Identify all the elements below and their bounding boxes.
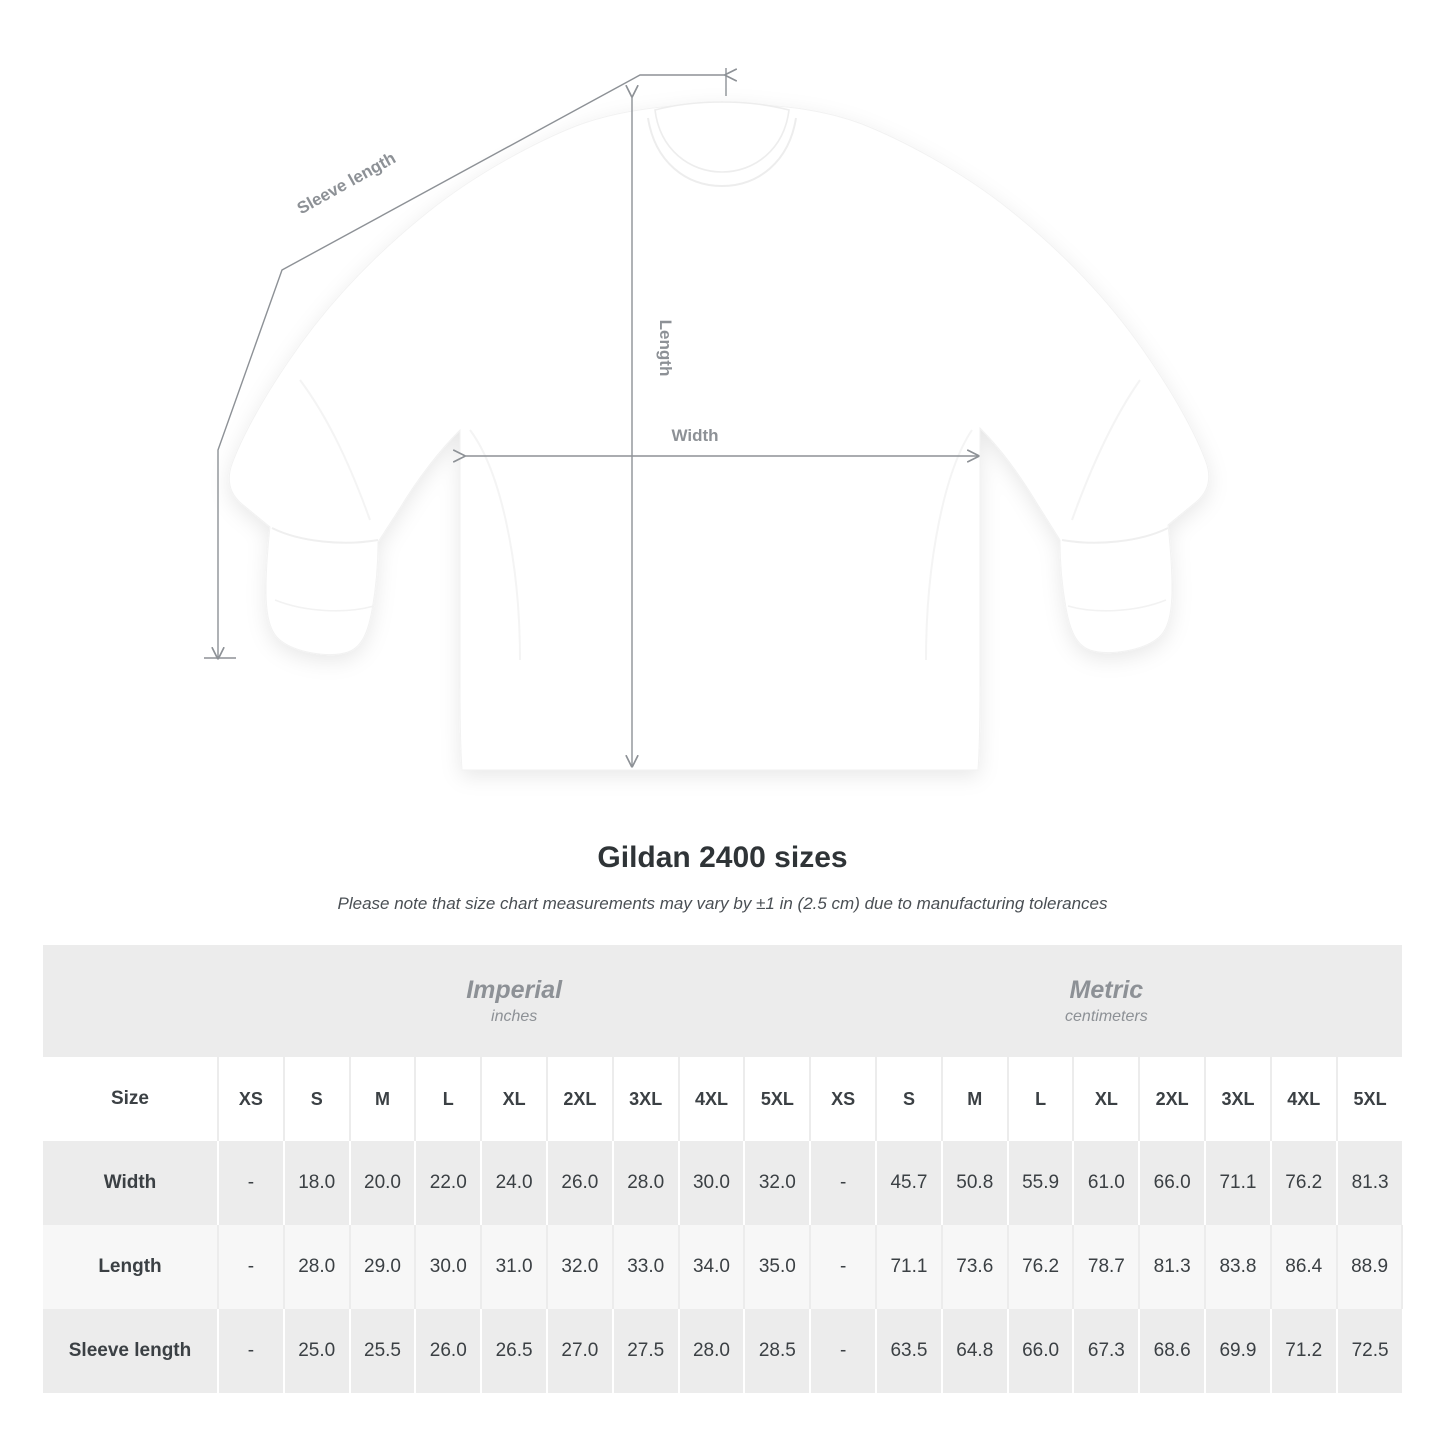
size-cell-11: M: [942, 1057, 1008, 1141]
size-cell-3: L: [415, 1057, 481, 1141]
size-row: [43, 1057, 1402, 1141]
length-cell-2: 29.0: [350, 1225, 416, 1309]
size-cell-16: 4XL: [1271, 1057, 1337, 1141]
width-cell-1: 18.0: [284, 1141, 350, 1225]
unit-header-metric: [810, 945, 1402, 1057]
length-cell-11: 73.6: [942, 1225, 1008, 1309]
length-cell-0: -: [218, 1225, 284, 1309]
sleeve-cell-13: 67.3: [1073, 1309, 1139, 1393]
length-cell-1: 28.0: [284, 1225, 350, 1309]
sleeve-cell-10: 63.5: [876, 1309, 942, 1393]
size-cell-8: 5XL: [744, 1057, 810, 1141]
width-cell-7: 30.0: [679, 1141, 745, 1225]
size-cell-10: S: [876, 1057, 942, 1141]
long-sleeve-shirt-shape: [229, 102, 1209, 770]
length-cell-4: 31.0: [481, 1225, 547, 1309]
width-cell-6: 28.0: [613, 1141, 679, 1225]
size-row-label: Size: [43, 1057, 218, 1141]
size-cell-9: XS: [810, 1057, 876, 1141]
sleeve-cell-8: 28.5: [744, 1309, 810, 1393]
size-cell-13: XL: [1073, 1057, 1139, 1141]
width-cell-5: 26.0: [547, 1141, 613, 1225]
size-cell-15: 3XL: [1205, 1057, 1271, 1141]
sleeve-cell-11: 64.8: [942, 1309, 1008, 1393]
length-cell-5: 32.0: [547, 1225, 613, 1309]
table-row: [43, 1141, 1402, 1225]
sleeve-cell-4: 26.5: [481, 1309, 547, 1393]
size-chart-table-wrap: [43, 945, 1403, 1393]
size-cell-6: 3XL: [613, 1057, 679, 1141]
width-cell-15: 71.1: [1205, 1141, 1271, 1225]
page-title: Gildan 2400 sizes: [597, 841, 848, 874]
size-cell-7: 4XL: [679, 1057, 745, 1141]
unit-header-imperial: [218, 945, 810, 1057]
tolerance-note: Please note that size chart measurements may vary by ±1 in (2.5 cm) due to manufacturing tolerances: [337, 894, 1108, 913]
width-cell-13: 61.0: [1073, 1141, 1139, 1225]
sleeve-cell-5: 27.0: [547, 1309, 613, 1393]
width-cell-10: 45.7: [876, 1141, 942, 1225]
width-label: Width: [671, 426, 719, 445]
sleeve-cell-1: 25.0: [284, 1309, 350, 1393]
size-cell-1: S: [284, 1057, 350, 1141]
size-cell-14: 2XL: [1139, 1057, 1205, 1141]
length-label: Length: [656, 319, 675, 377]
sleeve-cell-16: 71.2: [1271, 1309, 1337, 1393]
unit-name-metric: Metric: [1069, 975, 1144, 1004]
width-cell-17: 81.3: [1337, 1141, 1403, 1225]
unit-sub-metric: centimeters: [1065, 1008, 1148, 1026]
chart-title-block: [0, 840, 1445, 914]
length-cell-14: 81.3: [1139, 1225, 1205, 1309]
sleeve-length-label: Sleeve length: [293, 148, 399, 219]
table-row: [43, 1225, 1402, 1309]
width-cell-3: 22.0: [415, 1141, 481, 1225]
row-label-sleeve-length: Sleeve length: [43, 1309, 218, 1393]
width-cell-2: 20.0: [350, 1141, 416, 1225]
sleeve-cell-0: -: [218, 1309, 284, 1393]
unit-name-imperial: Imperial: [466, 975, 563, 1004]
sleeve-cell-17: 72.5: [1337, 1309, 1403, 1393]
width-cell-14: 66.0: [1139, 1141, 1205, 1225]
length-cell-9: -: [810, 1225, 876, 1309]
length-cell-10: 71.1: [876, 1225, 942, 1309]
width-cell-11: 50.8: [942, 1141, 1008, 1225]
unit-header-row: [43, 945, 1402, 1057]
row-label-width: Width: [43, 1141, 218, 1225]
sleeve-cell-2: 25.5: [350, 1309, 416, 1393]
length-cell-15: 83.8: [1205, 1225, 1271, 1309]
length-cell-16: 86.4: [1271, 1225, 1337, 1309]
size-cell-12: L: [1008, 1057, 1074, 1141]
width-cell-9: -: [810, 1141, 876, 1225]
size-cell-5: 2XL: [547, 1057, 613, 1141]
length-cell-6: 33.0: [613, 1225, 679, 1309]
length-cell-12: 76.2: [1008, 1225, 1074, 1309]
row-label-length: Length: [43, 1225, 218, 1309]
size-chart-table: [43, 945, 1403, 1393]
size-cell-2: M: [350, 1057, 416, 1141]
sleeve-cell-3: 26.0: [415, 1309, 481, 1393]
length-cell-7: 34.0: [679, 1225, 745, 1309]
length-cell-3: 30.0: [415, 1225, 481, 1309]
sleeve-cell-15: 69.9: [1205, 1309, 1271, 1393]
sleeve-cell-7: 28.0: [679, 1309, 745, 1393]
width-cell-16: 76.2: [1271, 1141, 1337, 1225]
sleeve-cell-14: 68.6: [1139, 1309, 1205, 1393]
unit-sub-imperial: inches: [491, 1008, 538, 1026]
width-cell-4: 24.0: [481, 1141, 547, 1225]
sleeve-cell-6: 27.5: [613, 1309, 679, 1393]
length-cell-13: 78.7: [1073, 1225, 1139, 1309]
width-cell-0: -: [218, 1141, 284, 1225]
width-cell-12: 55.9: [1008, 1141, 1074, 1225]
size-cell-4: XL: [481, 1057, 547, 1141]
sleeve-cell-12: 66.0: [1008, 1309, 1074, 1393]
sleeve-cell-9: -: [810, 1309, 876, 1393]
length-cell-17: 88.9: [1337, 1225, 1403, 1309]
length-cell-8: 35.0: [744, 1225, 810, 1309]
unit-header-spacer: [43, 945, 218, 1057]
width-cell-8: 32.0: [744, 1141, 810, 1225]
table-row: [43, 1309, 1402, 1393]
size-cell-17: 5XL: [1337, 1057, 1403, 1141]
size-cell-0: XS: [218, 1057, 284, 1141]
